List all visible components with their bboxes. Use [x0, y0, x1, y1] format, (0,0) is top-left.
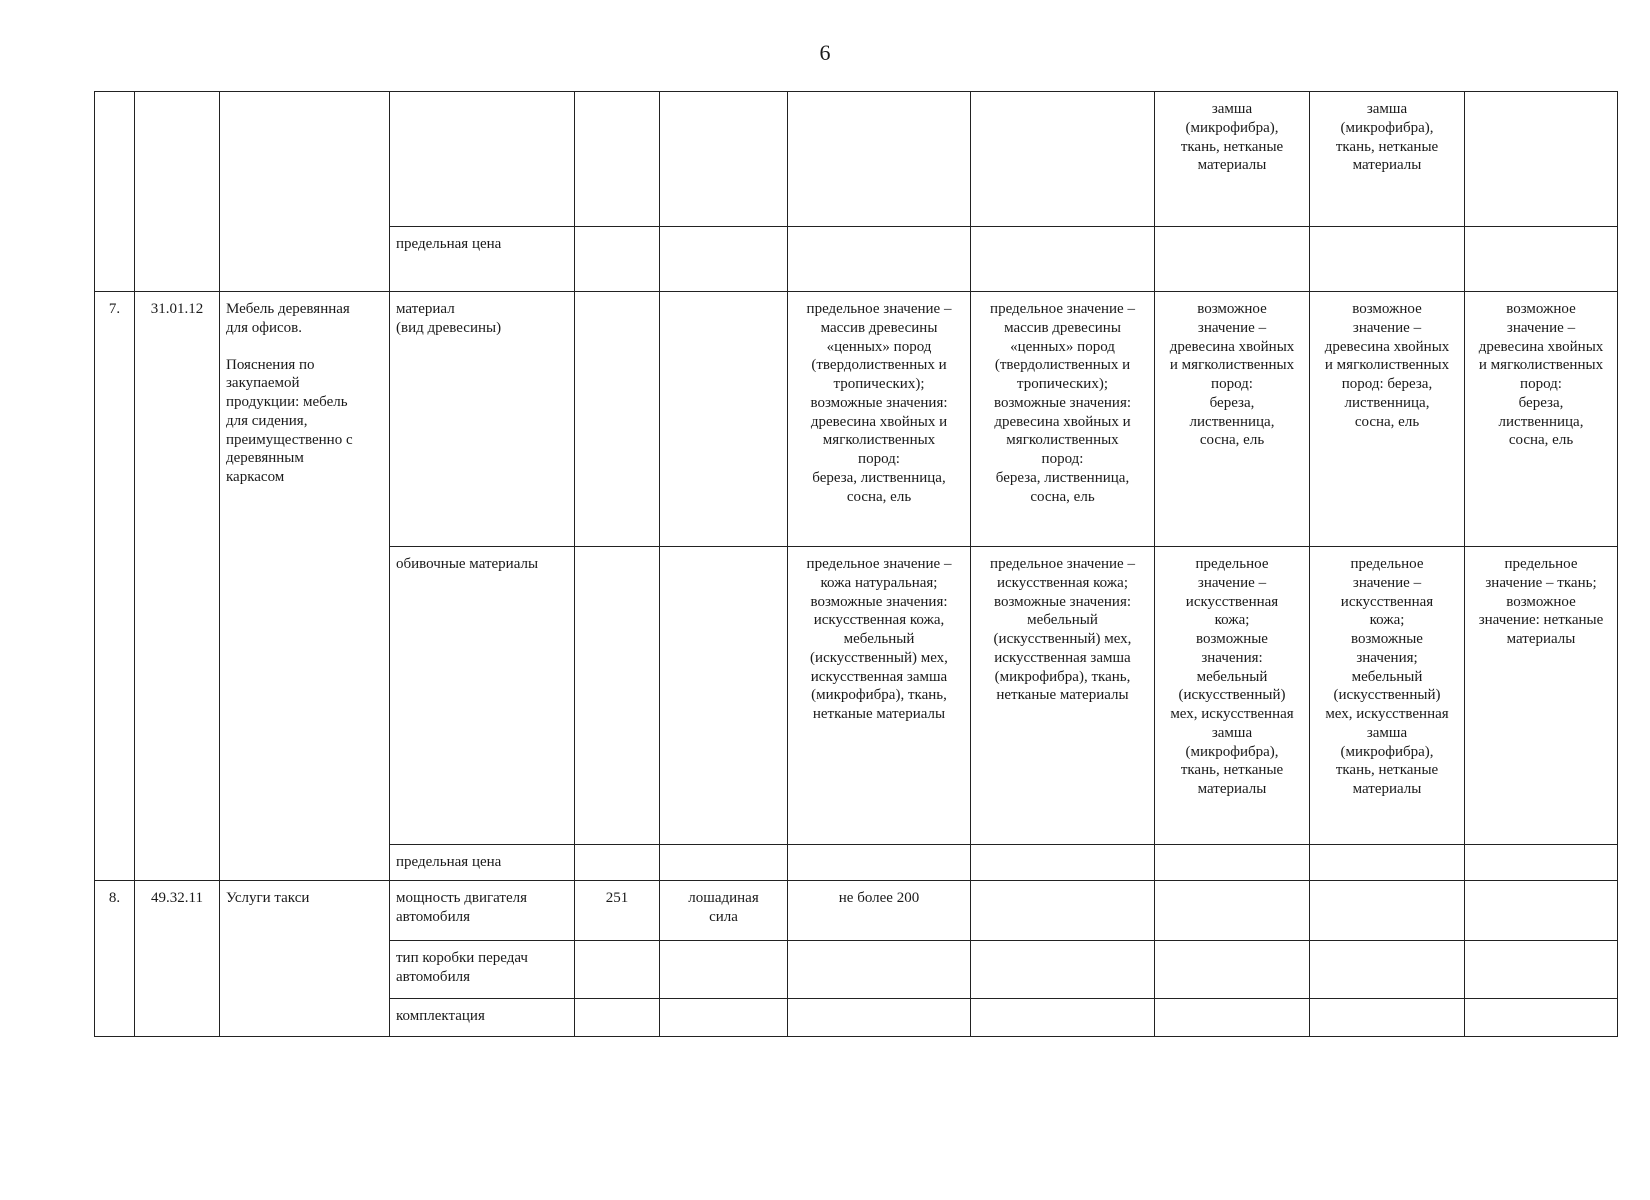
cell-value: предельное значение – массив древесины «ценных» пород (твердолиственных и тропических); возможные значения: древесина хвойных и мягколиственных пород: береза, лиственница, сосна, ель: [971, 292, 1155, 547]
cell-value: замша (микрофибра), ткань, нетканые материалы: [1155, 92, 1310, 227]
cell-empty: [1155, 845, 1310, 881]
cell-characteristic: тип коробки передач автомобиля: [390, 941, 575, 999]
table-row: [95, 92, 1618, 227]
cell-empty: [660, 845, 788, 881]
cell-characteristic: предельная цена: [390, 845, 575, 881]
cell-empty: [1465, 999, 1618, 1037]
cell-empty: [971, 999, 1155, 1037]
cell-empty: [575, 547, 660, 845]
cell-empty: [1155, 227, 1310, 292]
cell-empty: [575, 227, 660, 292]
cell-value: [788, 92, 971, 227]
table-row: [95, 292, 1618, 547]
cell-characteristic: материал (вид древесины): [390, 292, 575, 547]
cell-empty: [971, 941, 1155, 999]
cell-value: предельное значение – искусственная кожа; возможные значения: мебельный (искусственный) мех, искусственная замша (микрофибра), ткань, нетканые материалы: [1155, 547, 1310, 845]
cell-empty: [1310, 845, 1465, 881]
cell-empty: [575, 999, 660, 1037]
cell-empty: [660, 547, 788, 845]
cell-empty: [788, 999, 971, 1037]
cell-code: [135, 92, 220, 292]
cell-value: возможное значение – древесина хвойных и мягколиственных пород: береза, лиственница, сосна, ель: [1310, 292, 1465, 547]
cell-characteristic: предельная цена: [390, 227, 575, 292]
cell-empty: [788, 845, 971, 881]
table-row: [95, 881, 1618, 941]
cell-empty: [1465, 845, 1618, 881]
cell-value: возможное значение – древесина хвойных и мягколиственных пород: береза, лиственница, сосна, ель: [1155, 292, 1310, 547]
cell-empty: [1310, 227, 1465, 292]
cell-empty: [1465, 941, 1618, 999]
cell-unit-code: [575, 92, 660, 227]
cell-name: Услуги такси: [220, 881, 390, 1037]
cell-value: [971, 92, 1155, 227]
cell-unit: [660, 292, 788, 547]
cell-empty: [1465, 227, 1618, 292]
cell-empty: [660, 941, 788, 999]
cell-name: [220, 292, 390, 881]
cell-empty: [575, 941, 660, 999]
cell-value: предельное значение – массив древесины «ценных» пород (твердолиственных и тропических); возможные значения: древесина хвойных и мягколиственных пород: береза, лиственница, сосна, ель: [788, 292, 971, 547]
cell-empty: [971, 845, 1155, 881]
cell-value: замша (микрофибра), ткань, нетканые материалы: [1310, 92, 1465, 227]
cell-code: 49.32.11: [135, 881, 220, 1037]
item-name: Мебель деревянная для офисов.: [226, 301, 350, 336]
cell-value: [1465, 92, 1618, 227]
cell-empty: [971, 881, 1155, 941]
cell-empty: [660, 999, 788, 1037]
cell-name: [220, 92, 390, 292]
item-note: Пояснения по закупаемой продукции: мебель для сидения, преимущественно с деревянным каркасом: [226, 356, 353, 485]
cell-value: предельное значение – кожа натуральная; возможные значения: искусственная кожа, мебельный (искусственный) мех, искусственная замша (микрофибра), ткань, нетканые материалы: [788, 547, 971, 845]
cell-empty: [788, 227, 971, 292]
cell-value: предельное значение – ткань; возможное значение: нетканые материалы: [1465, 547, 1618, 845]
cell-number: 8.: [95, 881, 135, 1037]
cell-number: [95, 92, 135, 292]
cell-empty: [1155, 941, 1310, 999]
cell-empty: [1465, 881, 1618, 941]
cell-value: возможное значение – древесина хвойных и мягколиственных пород: береза, лиственница, сосна, ель: [1465, 292, 1618, 547]
cell-empty: [1310, 941, 1465, 999]
cell-value: не более 200: [788, 881, 971, 941]
cell-empty: [660, 227, 788, 292]
cell-unit-code: 251: [575, 881, 660, 941]
cell-code: 31.01.12: [135, 292, 220, 881]
cell-characteristic: обивочные материалы: [390, 547, 575, 845]
cell-number: 7.: [95, 292, 135, 881]
cell-empty: [575, 845, 660, 881]
page-number: 6: [819, 40, 831, 65]
cell-empty: [1310, 999, 1465, 1037]
cell-unit-code: [575, 292, 660, 547]
cell-value: предельное значение – искусственная кожа; возможные значения: мебельный (искусственный) мех, искусственная замша (микрофибра), ткань, нетканые материалы: [971, 547, 1155, 845]
cell-characteristic: [390, 92, 575, 227]
cell-unit: лошадиная сила: [660, 881, 788, 941]
cell-unit: [660, 92, 788, 227]
cell-empty: [1310, 881, 1465, 941]
cell-characteristic: мощность двигателя автомобиля: [390, 881, 575, 941]
cell-empty: [1155, 881, 1310, 941]
characteristics-table: [94, 91, 1618, 1037]
cell-empty: [788, 941, 971, 999]
cell-value: предельное значение – искусственная кожа; возможные значения; мебельный (искусственный) мех, искусственная замша (микрофибра), ткань, нетканые материалы: [1310, 547, 1465, 845]
cell-empty: [971, 227, 1155, 292]
cell-empty: [1155, 999, 1310, 1037]
cell-characteristic: комплектация: [390, 999, 575, 1037]
